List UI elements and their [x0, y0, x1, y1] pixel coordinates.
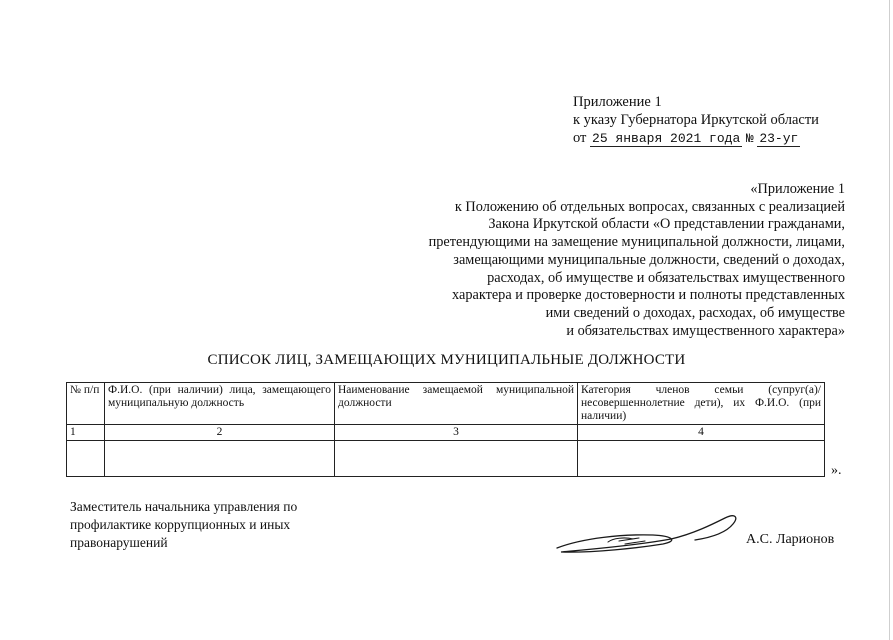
appendix-line-2: к указу Губернатора Иркутской области — [573, 112, 819, 128]
table-number-row — [67, 425, 825, 441]
regulation-line: ими сведений о доходах, расходах, об имуществе — [545, 304, 845, 321]
closing-quote: ». — [831, 463, 842, 478]
empty-cell — [335, 441, 578, 477]
list-title: СПИСОК ЛИЦ, ЗАМЕЩАЮЩИХ МУНИЦИПАЛЬНЫЕ ДОЛЖНОСТИ — [207, 352, 686, 368]
appendix-date-line — [573, 129, 819, 148]
regulation-line: «Приложение 1 — [750, 181, 845, 197]
regulation-line: и обязательствах имущественного характера» — [566, 322, 845, 339]
position-line: профилактике коррупционных и иных — [70, 517, 291, 532]
header-cell-family: Категория членов семьи (супруг(а)/несовершеннолетние дети), их Ф.И.О. (при наличии) — [578, 383, 825, 425]
regulation-line: замещающими муниципальные должности, сведений о доходах, — [453, 251, 845, 268]
regulation-line: расходах, об имуществе и обязательствах имущественного — [487, 269, 845, 286]
regulation-line: характера и проверке достоверности и полноты представленных — [452, 287, 845, 304]
regulation-reference — [375, 181, 845, 340]
number-prefix: № — [745, 131, 754, 146]
appendix-line-1: Приложение 1 — [573, 94, 662, 110]
column-number-1: 1 — [67, 425, 105, 441]
officials-table — [66, 382, 825, 477]
header-cell-position: Наименование замещаемой муниципальной должности — [335, 383, 578, 425]
table-header-row — [67, 383, 825, 425]
table-empty-row — [67, 441, 825, 477]
column-number-2: 2 — [105, 425, 335, 441]
empty-cell — [67, 441, 105, 477]
header-cell-number: № п/п — [67, 383, 105, 425]
page-edge-line — [889, 0, 890, 640]
position-line: Заместитель начальника управления по — [70, 499, 298, 514]
decree-date: 25 января 2021 года — [592, 131, 741, 146]
appendix-header — [573, 93, 819, 148]
signer-position — [70, 498, 297, 552]
header-cell-name: Ф.И.О. (при наличии) лица, замещающего муниципальную должность — [105, 383, 335, 425]
regulation-line: претендующими на замещение муниципальной должности, лицами, — [428, 234, 845, 251]
regulation-line: Закона Иркутской области «О представлении гражданами, — [488, 216, 845, 233]
decree-number: 23-уг — [759, 131, 799, 146]
date-prefix: от — [573, 130, 587, 146]
column-number-3: 3 — [335, 425, 578, 441]
column-number-4: 4 — [578, 425, 825, 441]
empty-cell — [578, 441, 825, 477]
regulation-line: к Положению об отдельных вопросах, связанных с реализацией — [454, 198, 845, 215]
handwritten-signature — [553, 508, 743, 563]
position-line: правонарушений — [70, 535, 168, 550]
signer-name: А.С. Ларионов — [746, 532, 835, 547]
empty-cell — [105, 441, 335, 477]
